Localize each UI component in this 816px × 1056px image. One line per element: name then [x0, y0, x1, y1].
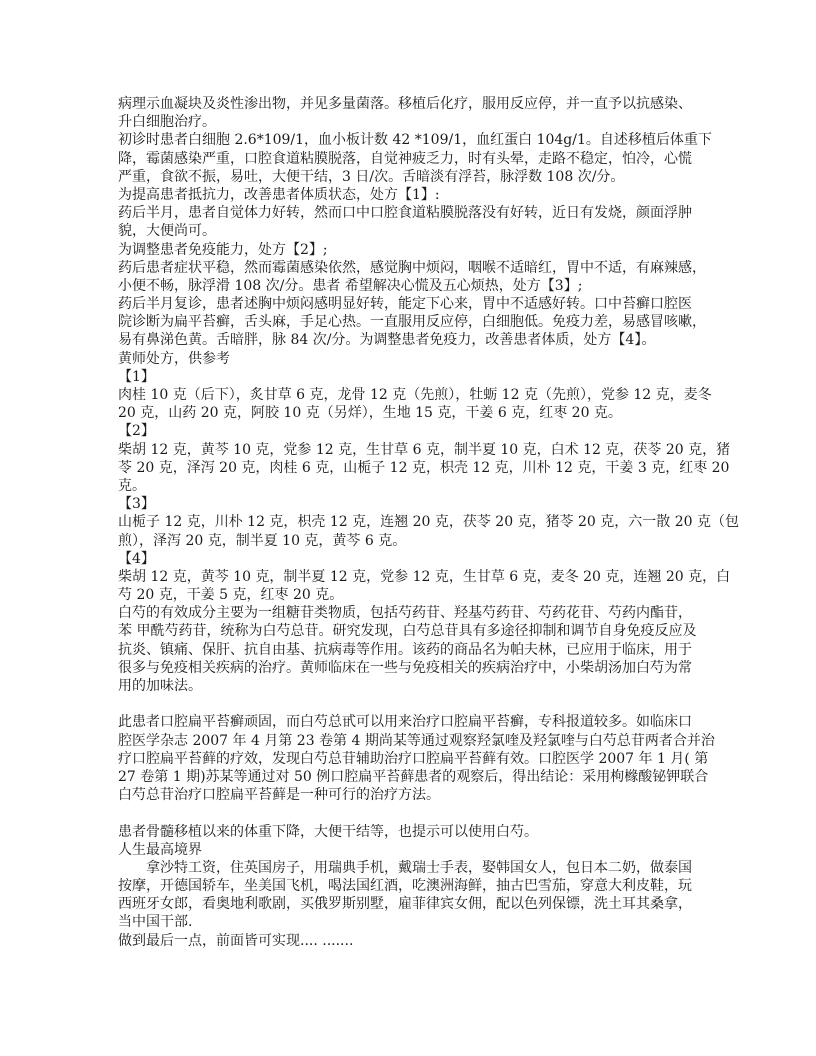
- text-line: 用的加味法。: [118, 678, 202, 694]
- text-line: 山栀子 12 克，川朴 12 克，枳壳 12 克，连翘 20 克，茯苓 20 克，猪苓 20 克，六一散 20 克（包: [118, 514, 740, 531]
- text-line: 疗口腔扁平苔藓的疗效，发现白芍总苷辅助治疗口腔扁平苔藓有效。口腔医学 2007 年 1 月( 第: [118, 750, 709, 767]
- text-line: 院诊断为扁平苔癣，舌头麻，手足心热。一直服用反应停，白细胞低。免疫力差，易感冒咳嗽，: [118, 314, 706, 331]
- document-body: [118, 95, 740, 950]
- text-line: 升白细胞治疗。: [118, 114, 216, 131]
- text-line: 柴胡 12 克，黄芩 10 克，党参 12 克，生甘草 6 克，制半夏 10 克，白术 12 克，茯苓 20 克，猪: [118, 441, 731, 458]
- text-line: 药后患者症状平稳，然而霉菌感染依然，感觉胸中烦闷，咽喉不适暗红，胃中不适，有麻辣感，: [118, 259, 706, 276]
- text-line: 肉桂 10 克（后下），炙甘草 6 克，龙骨 12 克（先煎），牡蛎 12 克（先煎），党参 12 克，麦冬: [118, 387, 712, 403]
- text-line: 【1】: [118, 368, 155, 385]
- text-line: 芍 20 克，干姜 5 克，红枣 20 克。: [118, 587, 344, 604]
- text-line: 为提高患者抵抗力，改善患者体质状态，处方【1】:: [118, 186, 440, 203]
- text-line: 为调整患者免疫能力，处方【2】;: [118, 241, 328, 258]
- text-line: 苯 甲酰芍药苷，统称为白芍总苷。研究发现，白芍总苷具有多途径抑制和调节自身免疫反应及: [118, 623, 697, 640]
- text-line: 拿沙特工资，住英国房子，用瑞典手机，戴瑞士手表，娶韩国女人，包日本二奶，做泰国: [146, 859, 692, 876]
- text-line: 白芍总苷治疗口腔扁平苔藓是一种可行的治疗方法。: [118, 787, 440, 804]
- text-line: 腔医学杂志 2007 年 4 月第 23 卷第 4 期尚某等通过观察羟氯喹及羟氯喹与白芍总苷两者合并治: [118, 732, 715, 749]
- text-line: 煎），泽泻 20 克，制半夏 10 克，黄芩 6 克。: [118, 532, 407, 549]
- blank-line: [118, 695, 700, 713]
- text-line: 柴胡 12 克，黄芩 10 克，制半夏 12 克，党参 12 克，生甘草 6 克，麦冬 20 克，连翘 20 克，白: [118, 568, 731, 585]
- text-line: 貌，大便尚可。: [118, 223, 216, 240]
- text-line: 当中国干部.: [118, 914, 193, 931]
- text-line: 此患者口腔扁平苔癣顽固，而白芍总甙可以用来治疗口腔扁平苔癣，专科报道较多。如临床口: [118, 714, 692, 731]
- text-line: 病理示血凝块及炎性渗出物，并见多量菌落。移植后化疗，服用反应停，并一直予以抗感染、: [118, 96, 692, 112]
- text-line: 【4】: [118, 550, 155, 567]
- text-line: 西班牙女郎，看奥地利歌剧，买俄罗斯别墅，雇菲律宾女佣，配以色列保镖，洗土耳其桑拿，: [118, 896, 692, 913]
- text-line: 易有鼻涕色黄。舌暗胖，脉 84 次/分。为调整患者免疫力，改善患者体质，处方【4】。: [118, 332, 656, 349]
- text-line: 抗炎、镇痛、保肝、抗自由基、抗病毒等作用。该药的商品名为帕夫林，已应用于临床，用于: [118, 641, 692, 658]
- text-line: 初诊时患者白细胞 2.6*109/1，血小板计数 42 *109/1，血红蛋白 104g/1。自述移植后体重下: [118, 132, 712, 149]
- text-line: 人生最高境界: [118, 841, 202, 858]
- text-line: 【2】: [118, 423, 155, 440]
- text-line: 苓 20 克，泽泻 20 克，肉桂 6 克，山栀子 12 克，枳壳 12 克，川朴 12 克，干姜 3 克，红枣 20: [118, 459, 730, 476]
- text-line: 按摩，开德国轿车，坐美国飞机，喝法国红酒，吃澳洲海鲜，抽古巴雪茄，穿意大利皮鞋，玩: [118, 878, 692, 895]
- text-line: 降，霉菌感染严重，口腔食道粘膜脱落，自觉神疲乏力，时有头晕，走路不稳定，怕冷，心慌: [118, 150, 692, 167]
- text-line: 白芍的有效成分主要为一组糖苷类物质，包括芍药苷、羟基芍药苷、芍药花苷、芍药内酯苷，: [118, 605, 692, 622]
- text-line: 小便不畅，脉浮滑 108 次/分。患者 希望解决心慌及五心烦热，处方【3】;: [118, 277, 583, 294]
- text-line: 药后半月，患者自觉体力好转，然而口中口腔食道粘膜脱落没有好转，近日有发烧，颜面浮肿: [118, 205, 692, 222]
- text-line: 克。: [118, 477, 146, 494]
- text-line: 做到最后一点，前面皆可实现.... .......: [118, 932, 354, 949]
- text-line: 患者骨髓移植以来的体重下降，大便干结等，也提示可以使用白芍。: [118, 823, 538, 840]
- text-line: 27 卷第 1 期)苏某等通过对 50 例口腔扁平苔藓患者的观察后，得出结论：采用枸橼酸铋钾联合: [118, 768, 709, 785]
- text-line: 很多与免疫相关疾病的治疗。黄师临床在一些与免疫相关的疾病治疗中，小柴胡汤加白芍为常: [118, 659, 692, 676]
- text-line: 【3】: [118, 496, 155, 513]
- text-line: 药后半月复诊，患者述胸中烦闷感明显好转，能定下心来，胃中不适感好转。口中苔癣口腔医: [118, 296, 692, 313]
- blank-line: [118, 804, 700, 822]
- text-line: 严重，食欲不振，易吐，大便干结，3 日/次。舌暗淡有浮苔，脉浮数 108 次/分。: [118, 168, 625, 185]
- text-line: 黄师处方，供参考: [118, 350, 230, 367]
- text-line: 20 克，山药 20 克，阿胶 10 克（另烊），生地 15 克，干姜 6 克，红枣 20 克。: [118, 405, 622, 422]
